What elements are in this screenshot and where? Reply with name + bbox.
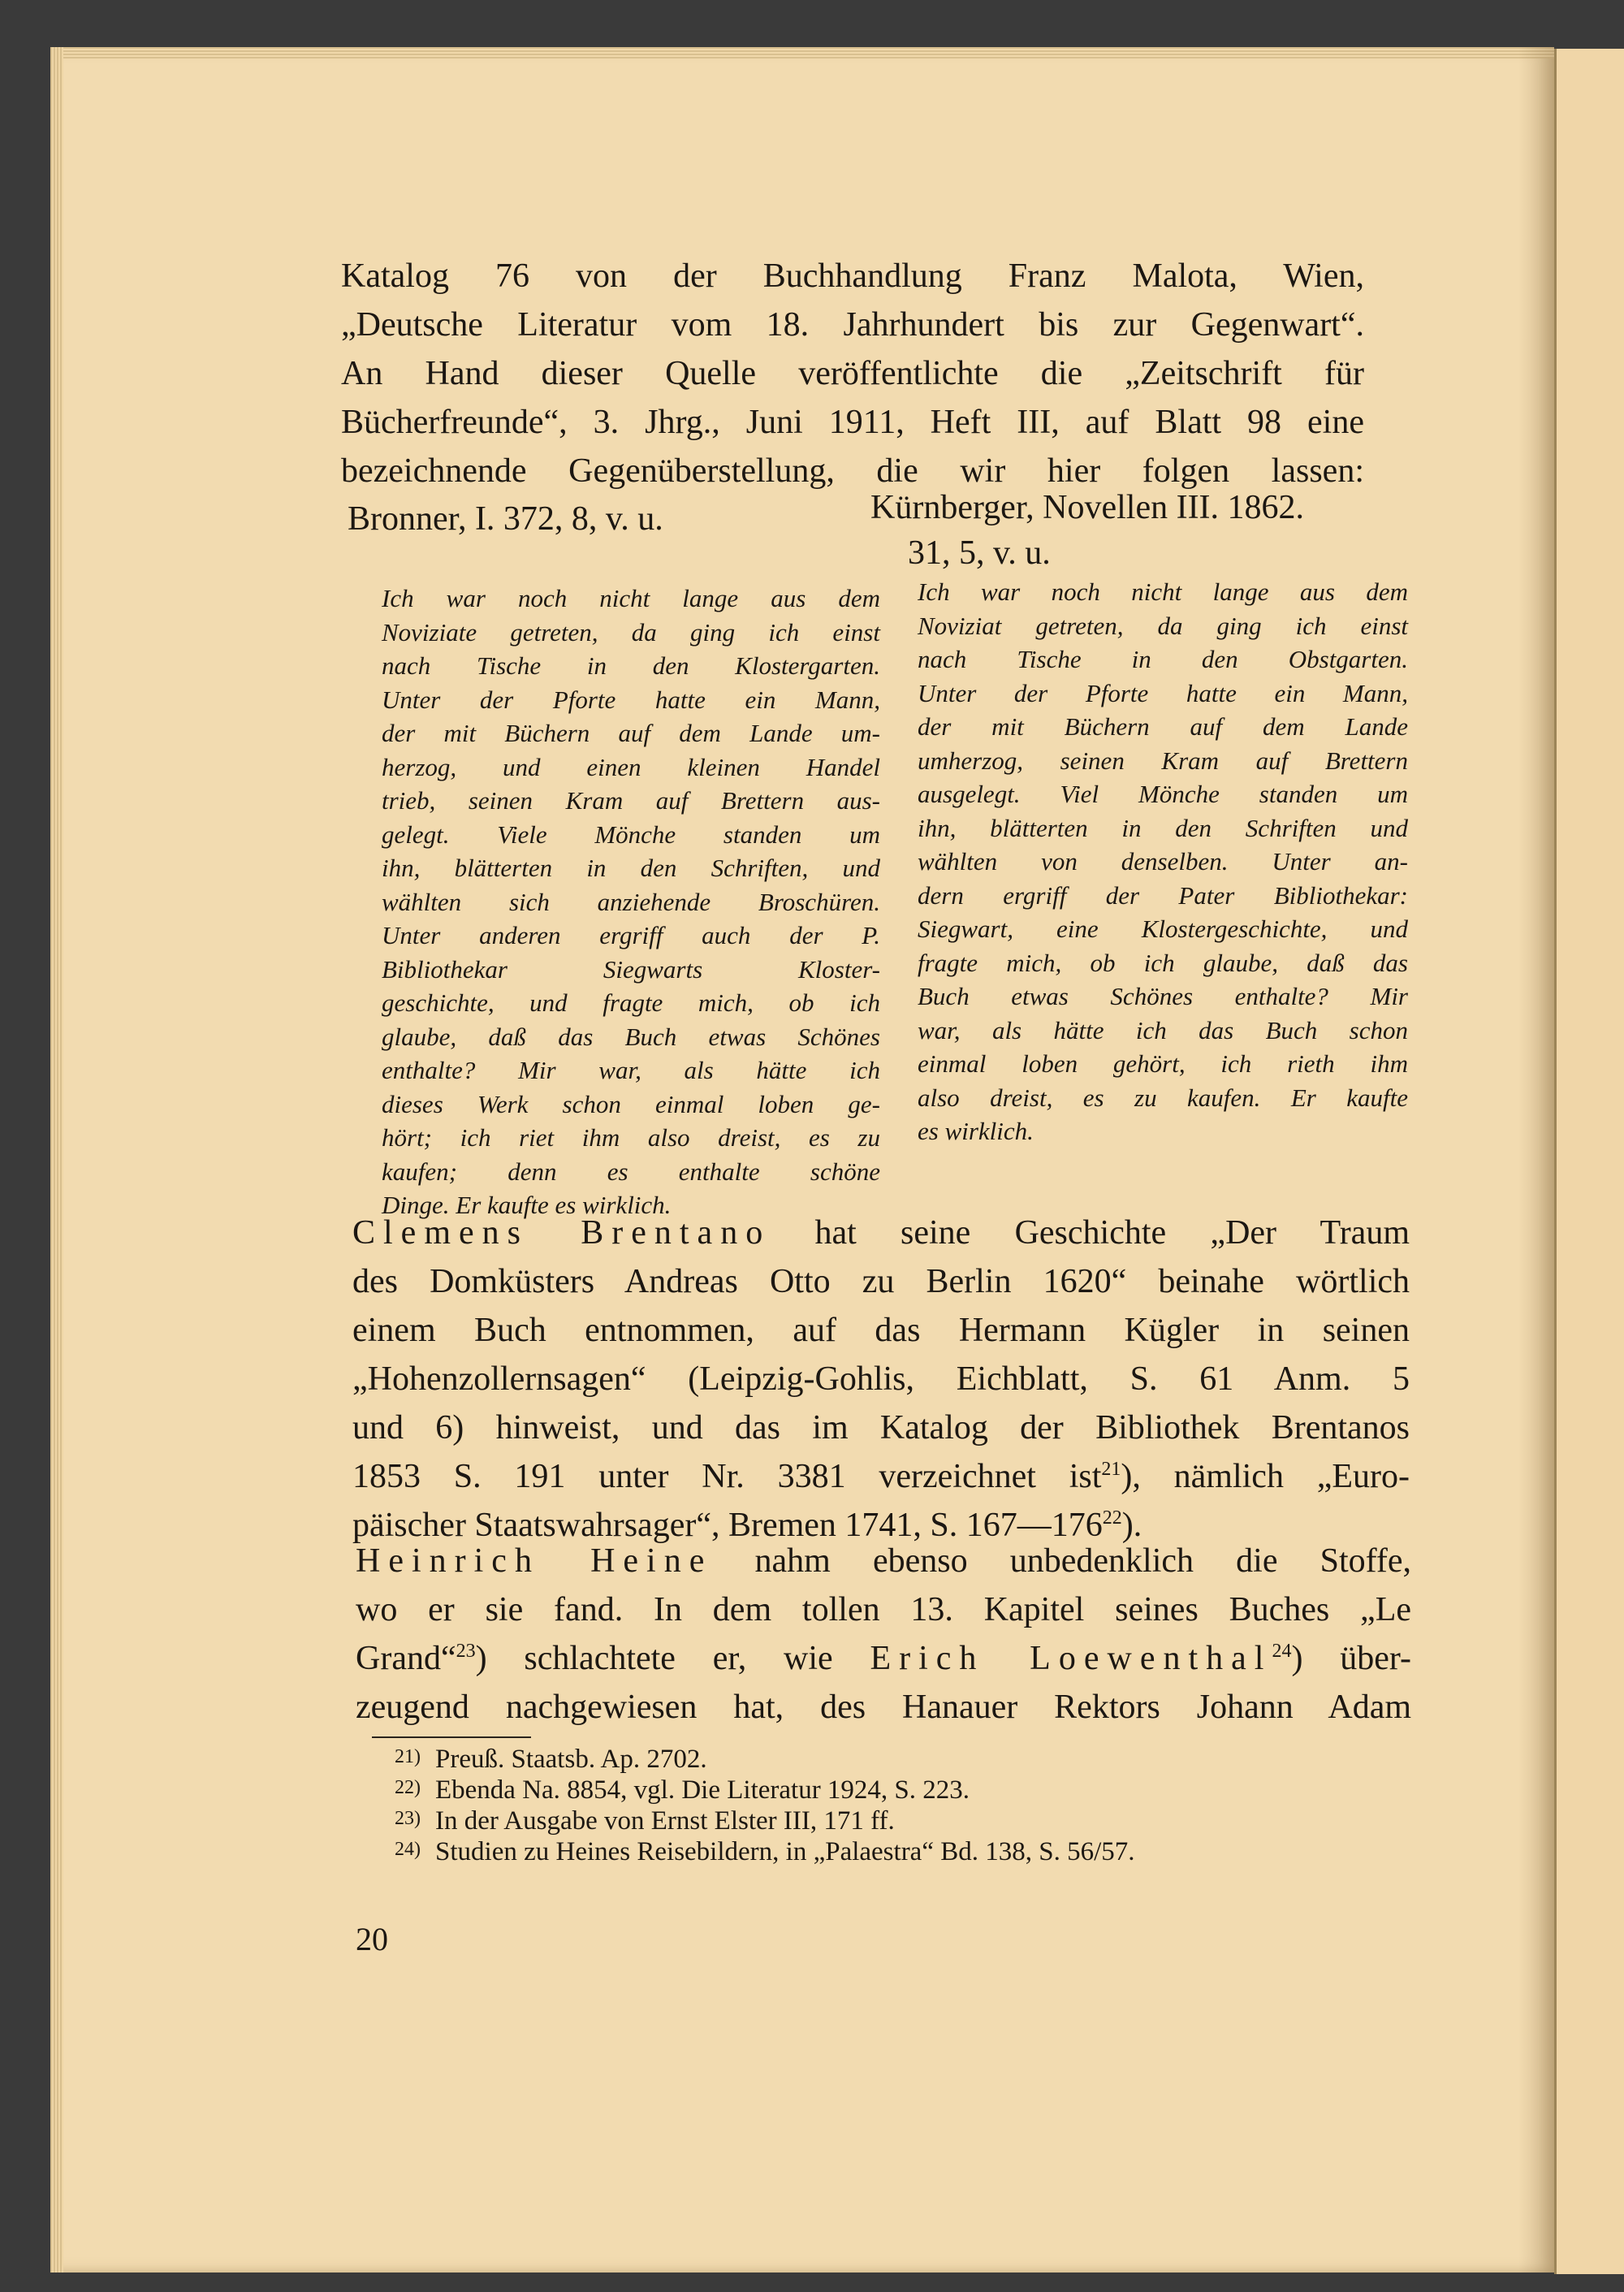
right-column-line: der mit Büchern auf dem Lande	[918, 712, 1408, 741]
left-column-line: nach Tische in den Klostergarten.	[382, 651, 880, 680]
text-fragment: päischer Staatswahrsager“, Bremen 1741, S. 167—176	[352, 1507, 1103, 1544]
author-name: Erich Loewenthal	[870, 1640, 1272, 1677]
text-fragment: ).	[1121, 1507, 1142, 1544]
right-column-line: nach Tische in den Obstgarten.	[918, 645, 1408, 673]
right-column-line: Noviziat getreten, da ging ich einst	[918, 611, 1408, 640]
page-top-edge	[50, 47, 1554, 58]
left-column-line: Unter der Pforte hatte ein Mann,	[382, 685, 880, 714]
left-column-line: gelegt. Viele Mönche standen um	[382, 819, 880, 849]
footnote-number: 24)	[395, 1839, 421, 1860]
text-fragment: Grand“	[356, 1640, 456, 1677]
footnote	[395, 1805, 1353, 1836]
left-column-line: enthalte? Mir war, als hätte ich	[382, 1056, 880, 1084]
left-column-line: herzog, und einen kleinen Handel	[382, 752, 880, 781]
right-column-line: es wirklich.	[918, 1117, 1034, 1145]
left-column-line: Bibliothekar Siegwarts Kloster-	[382, 954, 880, 984]
right-column-line: also dreist, es zu kaufen. Er kaufte	[918, 1083, 1408, 1112]
right-column-line: umherzog, seinen Kram auf Brettern	[918, 746, 1408, 775]
footnote-text: Ebenda Na. 8854, vgl. Die Literatur 1924, S. 223.	[435, 1775, 970, 1805]
heine-line: zeugend nachgewiesen hat, des Hanauer Rektors Johann Adam	[356, 1689, 1411, 1726]
text-fragment: ) schlachtete er, wie	[475, 1640, 870, 1677]
adjacent-page	[1554, 49, 1624, 2274]
left-column-line: trieb, seinen Kram auf Brettern aus-	[382, 786, 880, 815]
brentano-line: des Domküsters Andreas Otto zu Berlin 1620“ beinahe wörtlich	[352, 1263, 1410, 1300]
text-fragment: ) über-	[1291, 1640, 1411, 1677]
text-fragment: ), nämlich „Euro-	[1121, 1458, 1410, 1495]
text-fragment: nahm ebenso unbedenklich die Stoffe,	[712, 1542, 1411, 1580]
right-column-line: ihn, blätterten in den Schriften und	[918, 813, 1408, 842]
right-column-line: Siegwart, eine Klostergeschichte, und	[918, 915, 1408, 943]
left-column-line: dieses Werk schon einmal loben ge-	[382, 1089, 880, 1118]
intro-line: „Deutsche Literatur vom 18. Jahrhundert bis zur Gegenwart“.	[341, 306, 1364, 344]
right-column-line: Buch etwas Schönes enthalte? Mir	[918, 982, 1408, 1010]
right-column-line: war, als hätte ich das Buch schon	[918, 1015, 1408, 1044]
left-column-line: hört; ich riet ihm also dreist, es zu	[382, 1123, 880, 1152]
right-column-line: fragte mich, ob ich glaube, daß das	[918, 948, 1408, 977]
left-column-line: Ich war noch nicht lange aus dem	[382, 584, 880, 612]
heine-paragraph	[356, 1537, 1411, 1732]
footnote-ref: 22	[1102, 1507, 1122, 1529]
footnotes	[395, 1743, 1353, 1866]
text-fragment: hat seine Geschichte „Der Traum	[771, 1214, 1410, 1252]
footnote-number: 22)	[395, 1777, 421, 1798]
footnote	[395, 1774, 1353, 1805]
footnote-ref: 21	[1101, 1459, 1121, 1480]
left-column-line: Noviziate getreten, da ging ich einst	[382, 617, 880, 647]
author-name: Clemens Brentano	[352, 1214, 771, 1252]
author-name: Heinrich Heine	[356, 1542, 713, 1580]
left-column-line: glaube, daß das Buch etwas Schönes	[382, 1022, 880, 1051]
gutter-shadow	[1518, 47, 1554, 2273]
footnote-ref: 23	[456, 1641, 476, 1662]
right-column-line: ausgelegt. Viel Mönche standen um	[918, 780, 1408, 808]
left-column-line: kaufen; denn es enthalte schöne	[382, 1157, 880, 1186]
footnote-rule	[372, 1736, 531, 1738]
brentano-paragraph	[352, 1209, 1410, 1550]
left-column-line: ihn, blätterten in den Schriften, und	[382, 854, 880, 882]
right-column-line: wählten von denselben. Unter an-	[918, 847, 1408, 876]
brentano-line	[352, 1452, 1410, 1501]
brentano-line: einem Buch entnommen, auf das Hermann Kügler in seinen	[352, 1312, 1410, 1349]
heine-line	[356, 1537, 1411, 1585]
intro-line: Bücherfreunde“, 3. Jhrg., Juni 1911, Heft III, auf Blatt 98 eine	[341, 404, 1364, 441]
left-column-source: Bronner, I. 372, 8, v. u.	[348, 500, 663, 538]
heine-line: wo er sie fand. In dem tollen 13. Kapitel seines Buches „Le	[356, 1591, 1411, 1628]
page-number: 20	[356, 1921, 388, 1957]
right-column-line: Ich war noch nicht lange aus dem	[918, 577, 1408, 606]
footnote-text: In der Ausgabe von Ernst Elster III, 171 ff.	[435, 1806, 895, 1836]
right-column-line: Unter der Pforte hatte ein Mann,	[918, 678, 1408, 707]
footnote	[395, 1743, 1353, 1774]
heine-line	[356, 1634, 1411, 1683]
footnote-ref: 24	[1272, 1641, 1292, 1662]
right-column-line: einmal loben gehört, ich rieth ihm	[918, 1049, 1408, 1078]
brentano-line	[352, 1209, 1410, 1257]
footnote	[395, 1836, 1353, 1866]
left-column-line: Dinge. Er kaufte es wirklich.	[382, 1191, 672, 1219]
intro-line: An Hand dieser Quelle veröffentlichte die „Zeitschrift für	[341, 355, 1364, 392]
footnote-text: Studien zu Heines Reisebildern, in „Palaestra“ Bd. 138, S. 56/57.	[435, 1837, 1135, 1866]
intro-paragraph	[341, 252, 1364, 495]
intro-line: bezeichnende Gegenüberstellung, die wir hier folgen lassen:	[341, 452, 1364, 490]
right-column-line: dern ergriff der Pater Bibliothekar:	[918, 880, 1408, 910]
right-column-source: Kürnberger, Novellen III. 1862.	[870, 489, 1305, 526]
page-stack-edge	[50, 47, 63, 2273]
intro-line: Katalog 76 von der Buchhandlung Franz Malota, Wien,	[341, 257, 1364, 295]
left-column-line: Unter anderen ergriff auch der P.	[382, 921, 880, 949]
footnote-text: Preuß. Staatsb. Ap. 2702.	[435, 1745, 707, 1774]
footnote-number: 23)	[395, 1808, 421, 1829]
left-comparison-column	[382, 582, 880, 1222]
brentano-line: und 6) hinweist, und das im Katalog der Bibliothek Brentanos	[352, 1409, 1410, 1447]
left-column-line: wählten sich anziehende Broschüren.	[382, 887, 880, 916]
brentano-line: „Hohenzollernsagen“ (Leipzig-Gohlis, Eichblatt, S. 61 Anm. 5	[352, 1360, 1410, 1398]
left-column-line: geschichte, und fragte mich, ob ich	[382, 988, 880, 1017]
right-comparison-column	[918, 575, 1408, 1148]
right-column-source-sub: 31, 5, v. u.	[908, 534, 1051, 572]
text-fragment: 1853 S. 191 unter Nr. 3381 verzeichnet ist	[352, 1458, 1102, 1495]
left-column-line: der mit Büchern auf dem Lande um-	[382, 719, 880, 747]
footnote-number: 21)	[395, 1746, 421, 1767]
